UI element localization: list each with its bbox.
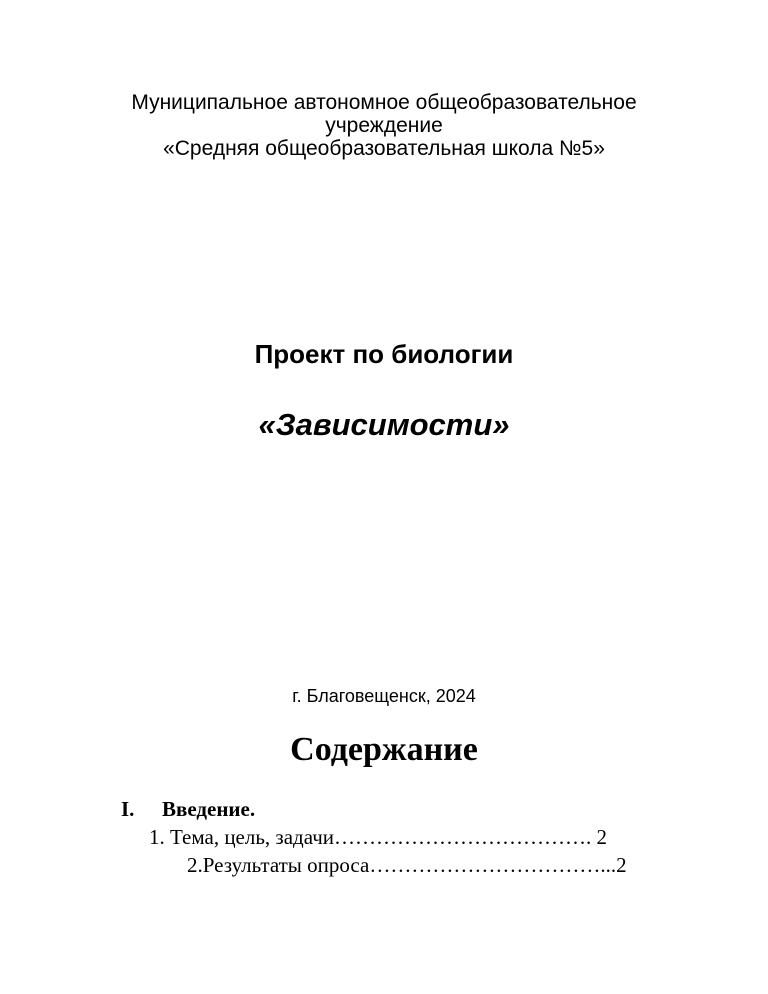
school-name: «Средняя общеобразовательная школа №5» [163, 137, 605, 160]
toc-section-number: I. [121, 797, 135, 821]
project-title: «Зависимости» [258, 407, 510, 442]
toc-item: 2.Результаты опроса……………………………...2 [187, 853, 627, 877]
toc-heading: Содержание [290, 731, 478, 768]
toc-item: 1. Тема, цель, задачи………………………………. 2 [149, 825, 608, 849]
institution-name-line-1: Муниципальное автономное общеобразовательное [131, 91, 637, 114]
project-subject: Проект по биологии [254, 339, 514, 369]
institution-name-line-2: учреждение [325, 114, 443, 137]
toc-section-label: Введение. [162, 797, 256, 821]
city-year: г. Благовещенск, 2024 [292, 686, 476, 706]
